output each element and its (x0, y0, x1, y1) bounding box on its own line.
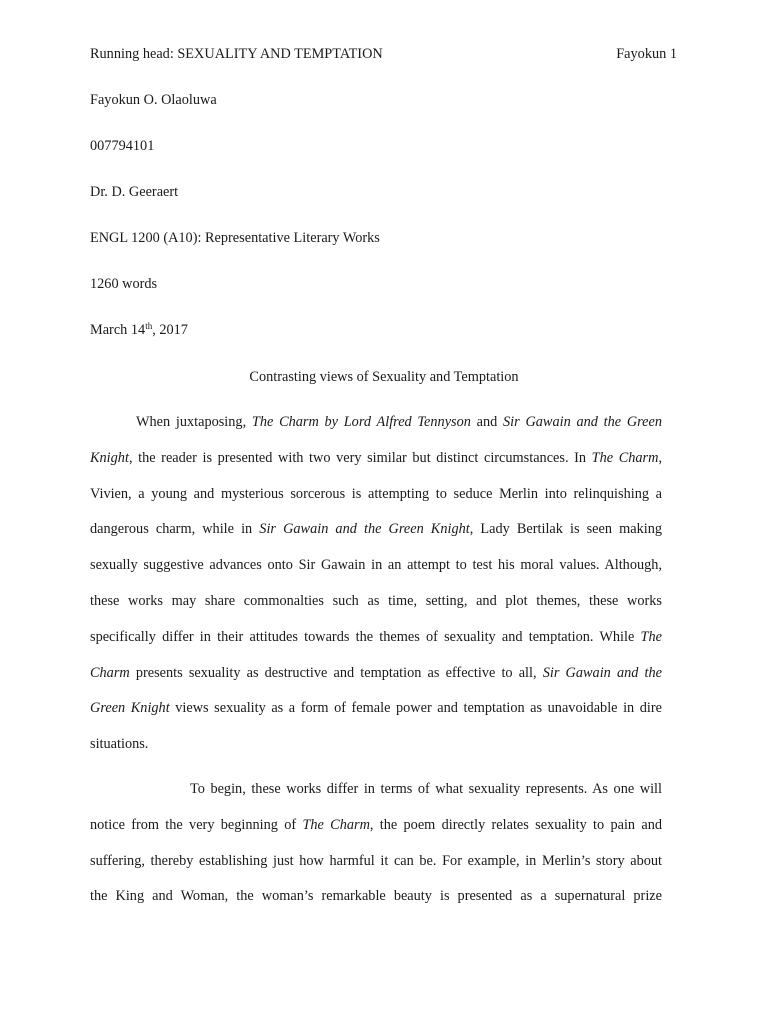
paragraph-1 (90, 414, 662, 772)
date-suffix: th (145, 321, 153, 332)
page-header (90, 46, 677, 66)
paragraph-line: Knight, the reader is presented with two very similar but distinct circumstances. In The Charm, (90, 449, 663, 466)
essay-title: Contrasting views of Sexuality and Temptation (249, 369, 519, 385)
paragraph-line: sexually suggestive advances onto Sir Gawain in an attempt to test his moral values. Although, (90, 557, 662, 574)
paragraph-line: Vivien, a young and mysterious sorcerous is attempting to seduce Merlin into relinquishing a (90, 485, 662, 502)
word-count: 1260 words (90, 276, 158, 293)
paragraph-line: dangerous charm, while in Sir Gawain and the Green Knight, Lady Bertilak is seen making (90, 521, 662, 538)
paragraph-line: Charm presents sexuality as destructive and temptation as effective to all, Sir Gawain and the (90, 664, 662, 681)
date (90, 322, 380, 368)
paragraph-line: these works may share commonalties such as time, setting, and plot themes, these works (90, 592, 662, 609)
paragraph-line: situations. (90, 736, 149, 753)
paragraph-line: Green Knight views sexuality as a form of female power and temptation as unavoidable in dire (90, 700, 662, 717)
date-day: March 14 (90, 322, 146, 339)
paragraph-line: When juxtaposing, The Charm by Lord Alfred Tennyson and Sir Gawain and the Green (136, 414, 663, 430)
page-number: Fayokun 1 (616, 46, 677, 62)
paragraph-line: the King and Woman, the woman’s remarkable beauty is presented as a supernatural prize (90, 888, 662, 905)
course-name: ENGL 1200 (A10): Representative Literary Works (90, 230, 380, 247)
student-id: 007794101 (90, 138, 155, 155)
paragraph-2 (90, 781, 662, 924)
paragraph-line: suffering, thereby establishing just how harmful it can be. For example, in Merlin’s story about (90, 852, 662, 869)
paragraph-line: To begin, these works differ in terms of what sexuality represents. As one will (190, 781, 662, 797)
heading-info (90, 92, 380, 369)
instructor-name: Dr. D. Geeraert (90, 184, 179, 201)
paragraph-line: notice from the very beginning of The Charm, the poem directly relates sexuality to pain and (90, 816, 662, 833)
date-year: , 2017 (152, 322, 188, 339)
author-name: Fayokun O. Olaoluwa (90, 92, 217, 108)
running-head: Running head: SEXUALITY AND TEMPTATION (90, 46, 383, 62)
paragraph-line: specifically differ in their attitudes towards the themes of sexuality and temptation. While The (90, 628, 662, 645)
